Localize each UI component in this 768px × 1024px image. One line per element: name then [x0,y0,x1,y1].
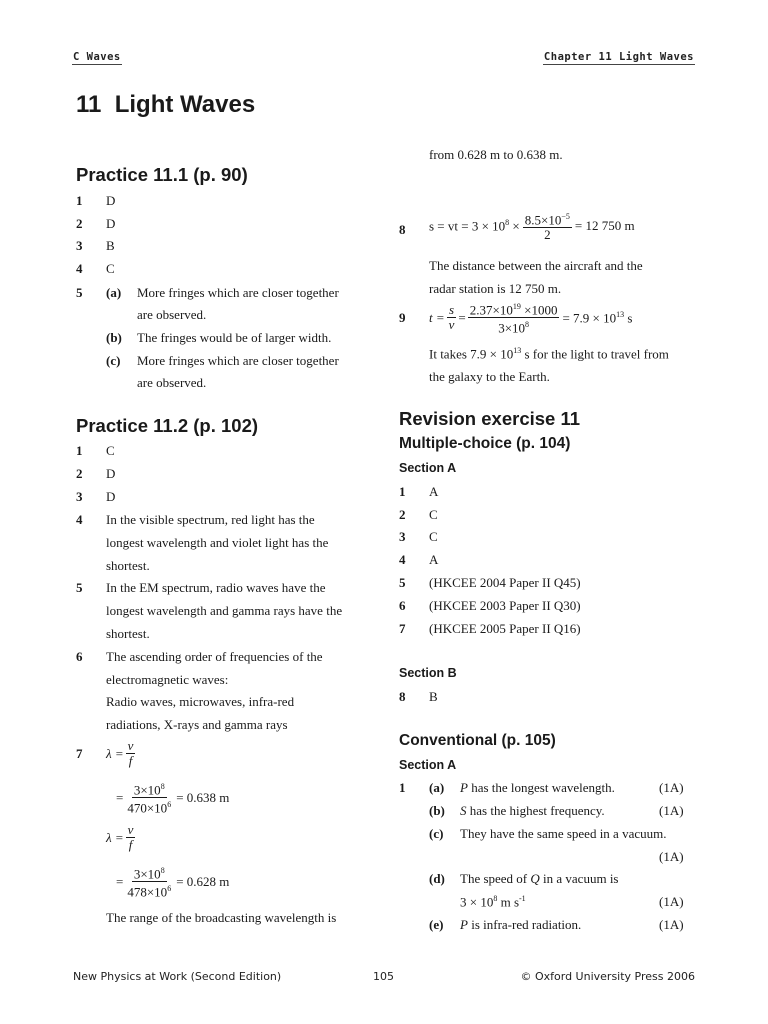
numerator-text: 3×10 [133,866,161,882]
text-part: It takes 7.9 × 10 [429,346,514,362]
header-chapter-tag: Chapter 11 Light Waves [543,51,694,63]
part-label: (e) [429,917,444,932]
item-number: 1 [399,780,406,795]
numerator-text: 2.37×10 [469,302,513,318]
numerator [132,864,167,882]
section-a-heading: Section A [399,758,457,772]
lambda-label: λ = [106,745,124,761]
denominator: v [448,317,455,333]
revision-heading: Revision exercise 11 [399,408,581,429]
wavelength-formula-1 [106,739,135,768]
lhs-text: s = vt = 3 × 10 [429,218,506,234]
item-number: 4 [399,552,406,567]
answer-text: More fringes which are closer together [137,353,339,368]
part-label: (a) [106,285,122,300]
exponent: 19 [512,302,521,311]
item-number: 6 [399,598,406,613]
time-calc [429,300,632,336]
fraction [523,210,572,242]
item-number: 1 [76,443,83,458]
item-answer: (HKCEE 2003 Paper II Q30) [429,598,581,613]
item-number: 7 [399,621,406,636]
exponent: 8 [160,866,165,875]
section-b-heading: Section B [399,666,457,680]
footer-copyright: © Oxford University Press 2006 [520,970,695,983]
answer-text: electromagnetic waves: [106,672,229,687]
numerator-text: 8.5×10 [524,212,562,228]
answer-text [429,346,669,362]
answer-text: The ascending order of frequencies of the [106,649,323,664]
mark-label: (1A) [659,803,684,818]
item-number: 3 [76,489,83,504]
answer-text [460,803,605,819]
answer-text: longest wavelength and violet light has the [106,535,329,550]
item-number: 4 [76,261,83,276]
item-number: 2 [76,466,83,481]
result-text: = 7.9 × 10 [562,309,617,325]
answer-text: longest wavelength and gamma rays have the [106,603,343,618]
variable: P [460,917,468,932]
section-a-heading: Section A [399,461,457,475]
item-number: 5 [399,575,406,590]
numerator [523,210,572,228]
denominator-text: 470×10 [127,800,168,816]
answer-value [460,894,526,910]
numerator [132,780,167,798]
denominator: f [128,753,133,768]
fraction [468,300,560,336]
page-number: 105 [373,970,394,983]
multiple-choice-heading: Multiple-choice (p. 104) [399,435,571,452]
denominator [125,882,173,899]
fraction [125,864,173,900]
answer-text: The fringes would be of larger width. [137,330,332,345]
answer-text: shortest. [106,626,150,641]
item-answer: C [429,529,438,544]
equals-sign: = [458,309,466,325]
mark-label: (1A) [659,917,684,932]
exponent: -1 [519,894,526,903]
answer-text [460,917,581,933]
numerator: s [449,302,455,318]
item-number: 2 [76,216,83,231]
item-number: 5 [76,580,83,595]
times-sign: × [509,218,520,234]
result [562,310,632,326]
wavelength-formula-2 [106,823,135,852]
unit: s [624,309,633,325]
text-part: in a vacuum is [539,871,619,886]
exponent: 13 [616,309,625,319]
answer-text: Radio waves, microwaves, infra-red [106,694,295,709]
variable: Q [530,871,540,886]
item-answer: C [106,443,115,458]
equals-sign: = [116,873,124,889]
s-over-v [447,303,457,332]
practice-11-2-heading: Practice 11.2 (p. 102) [76,415,259,436]
item-answer: C [106,261,115,276]
v-over-f [126,823,136,852]
fraction [125,780,173,816]
denominator [125,798,173,815]
item-answer: D [106,489,116,504]
answer-text: The distance between the aircraft and the [429,258,643,273]
answer-text: The range of the broadcasting wavelength is [106,910,337,925]
part-label: (c) [106,353,121,368]
item-number: 3 [399,529,406,544]
text-part: has the longest wavelength. [467,780,615,795]
value: 3 × 10 [460,894,494,910]
numerator-tail: ×1000 [520,302,558,318]
answer-text: In the visible spectrum, red light has the [106,512,315,527]
denominator-text: 3×10 [498,320,526,336]
unit: m s [497,894,520,910]
item-answer: A [429,552,439,567]
item-number: 6 [76,649,83,664]
item-number: 7 [76,746,83,761]
item-number: 2 [399,507,406,522]
result: = 12 750 m [574,218,635,234]
item-number: 8 [399,689,406,704]
practice-11-1-heading: Practice 11.1 (p. 90) [76,164,248,185]
text-part: is infra-red radiation. [467,917,582,932]
item-number: 1 [76,193,83,208]
mark-label: (1A) [659,849,684,864]
part-label: (b) [106,330,122,345]
item-number: 3 [76,238,83,253]
answer-text: are observed. [137,307,207,322]
part-label: (d) [429,871,445,886]
variable: S [460,803,467,818]
denominator [496,318,531,335]
answer-text: the galaxy to the Earth. [429,369,550,384]
item-number: 1 [399,484,406,499]
footer-book-title: New Physics at Work (Second Edition) [73,970,282,983]
part-label: (c) [429,826,444,841]
text-part: s for the light to travel from [521,346,669,362]
answer-text [460,871,619,887]
mark-label: (1A) [659,780,684,795]
item-number: 4 [76,512,83,527]
answer-text: In the EM spectrum, radio waves have the [106,580,326,595]
item-answer: D [106,216,116,231]
denominator-text: 478×10 [127,884,168,900]
result: = 0.638 m [176,789,230,805]
item-number: 9 [399,310,406,325]
v-over-f [126,739,136,768]
item-answer: C [429,507,438,522]
answer-text: radar station is 12 750 m. [429,281,562,296]
header-section-tag: C Waves [73,51,121,63]
result: = 0.628 m [176,873,230,889]
numerator-text: 3×10 [133,782,161,798]
answer-text: are observed. [137,375,207,390]
exponent: −5 [561,212,570,221]
item-answer: (HKCEE 2005 Paper II Q16) [429,621,581,636]
t-label: t = [429,309,445,325]
answer-text: They have the same speed in a vacuum. [460,826,667,841]
part-label: (b) [429,803,445,818]
wavelength-calc-1 [116,780,229,816]
exponent: 8 [505,218,510,227]
lambda-label: λ = [106,829,124,845]
distance-calc [429,210,635,242]
exponent: 8 [493,894,498,903]
page-title: 11 Light Waves [76,91,256,118]
item-answer: (HKCEE 2004 Paper II Q45) [429,575,581,590]
item-answer: A [429,484,439,499]
variable: P [460,780,468,795]
conventional-heading: Conventional (p. 105) [399,732,556,749]
numerator: v [127,738,134,753]
item-answer: D [106,466,116,481]
mark-label: (1A) [659,894,684,909]
answer-text [460,780,615,796]
exponent: 8 [525,320,530,330]
exponent: 6 [167,800,172,810]
text-part: has the highest frequency. [466,803,605,818]
denominator: 2 [544,227,551,243]
exponent: 6 [167,884,172,894]
item-answer: D [106,193,116,208]
wavelength-calc-2 [116,864,229,900]
answer-text: shortest. [106,558,150,573]
text-part: The speed of [460,871,531,886]
exponent: 13 [513,346,522,355]
answer-text: radiations, X-rays and gamma rays [106,717,288,732]
exponent: 8 [160,782,165,791]
part-label: (a) [429,780,445,795]
item-answer: B [106,238,115,253]
item-number: 5 [76,285,83,300]
equals-sign: = [116,789,124,805]
continued-text: from 0.628 m to 0.638 m. [429,147,563,162]
lhs [429,218,520,234]
item-answer: B [429,689,438,704]
numerator [468,300,560,318]
denominator: f [128,837,133,852]
answer-text: More fringes which are closer together [137,285,339,300]
item-number: 8 [399,222,406,237]
numerator: v [127,822,134,837]
